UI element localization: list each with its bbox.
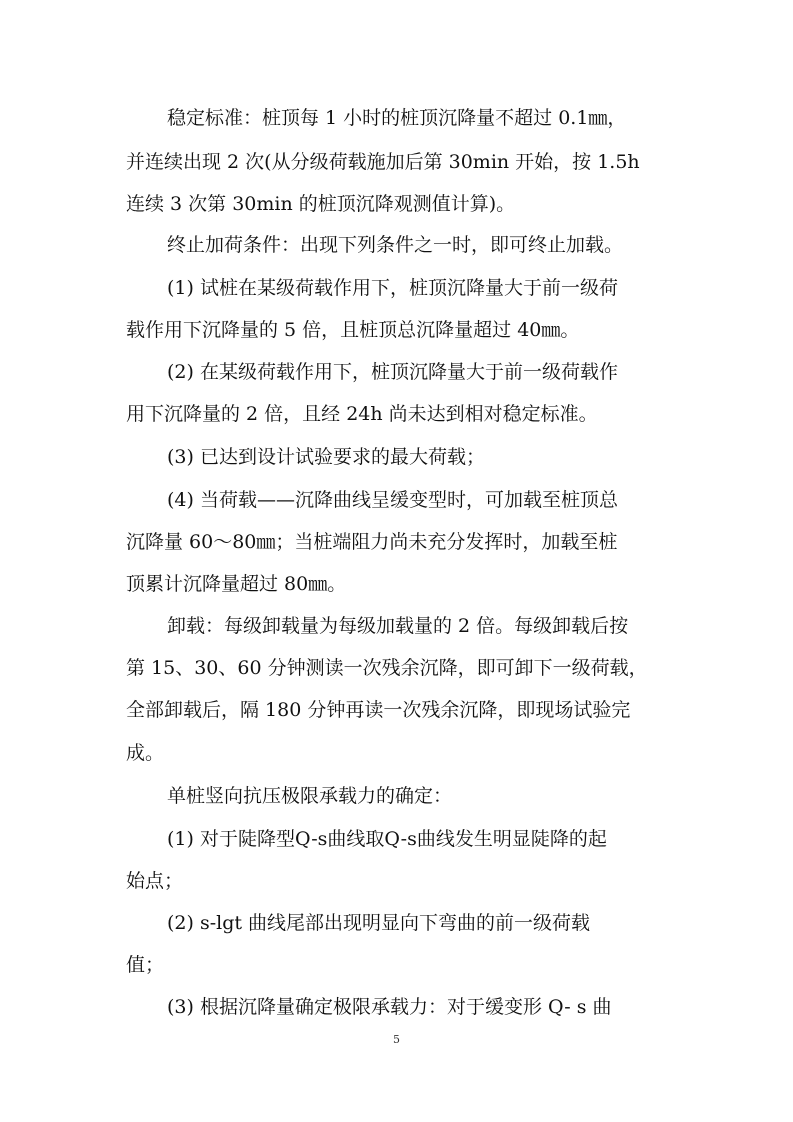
text-line: 成。 bbox=[126, 742, 165, 764]
text-line: (1) 对于陡降型Q-s曲线取Q-s曲线发生明显陡降的起 bbox=[167, 828, 607, 850]
text-line: (2) 在某级荷载作用下，桩顶沉降量大于前一级荷载作 bbox=[167, 361, 618, 383]
text-line: 载作用下沉降量的 5 倍，且桩顶总沉降量超过 40㎜。 bbox=[126, 319, 580, 341]
text-line: 始点； bbox=[126, 870, 184, 892]
page-number: 5 bbox=[393, 1033, 400, 1046]
text-line: 全部卸载后，隔 180 分钟再读一次残余沉降，即现场试验完 bbox=[126, 699, 631, 721]
text-line: 第 15、30、60 分钟测读一次残余沉降，即可卸下一级荷载， bbox=[126, 657, 648, 679]
text-line: 单桩竖向抗压极限承载力的确定： bbox=[167, 785, 453, 807]
text-line: 值； bbox=[126, 954, 165, 976]
text-line: (4) 当荷载——沉降曲线呈缓变型时，可加载至桩顶总 bbox=[167, 489, 618, 511]
text-line: (1) 试桩在某级荷载作用下，桩顶沉降量大于前一级荷 bbox=[167, 277, 618, 299]
text-line: (2) s-lgt 曲线尾部出现明显向下弯曲的前一级荷载 bbox=[167, 912, 591, 934]
text-line: (3) 已达到设计试验要求的最大荷载； bbox=[167, 446, 485, 468]
text-line: 卸载：每级卸载量为每级加载量的 2 倍。每级卸载后按 bbox=[167, 615, 629, 637]
text-line: 稳定标准：桩顶每 1 小时的桩顶沉降量不超过 0.1㎜， bbox=[167, 107, 627, 129]
text-line: (3) 根据沉降量确定极限承载力：对于缓变形 Q- s 曲 bbox=[167, 996, 612, 1018]
text-line: 沉降量 60～80㎜；当桩端阻力尚未充分发挥时，加载至桩 bbox=[126, 531, 618, 553]
text-line: 终止加荷条件：出现下列条件之一时，即可终止加载。 bbox=[167, 234, 624, 256]
text-line: 顶累计沉降量超过 80㎜。 bbox=[126, 573, 347, 595]
text-line: 连续 3 次第 30min 的桩顶沉降观测值计算)。 bbox=[126, 193, 516, 215]
text-line: 用下沉降量的 2 倍，且经 24h 尚未达到相对稳定标准。 bbox=[126, 403, 598, 425]
text-line: 并连续出现 2 次(从分级荷载施加后第 30min 开始，按 1.5h bbox=[126, 151, 640, 173]
